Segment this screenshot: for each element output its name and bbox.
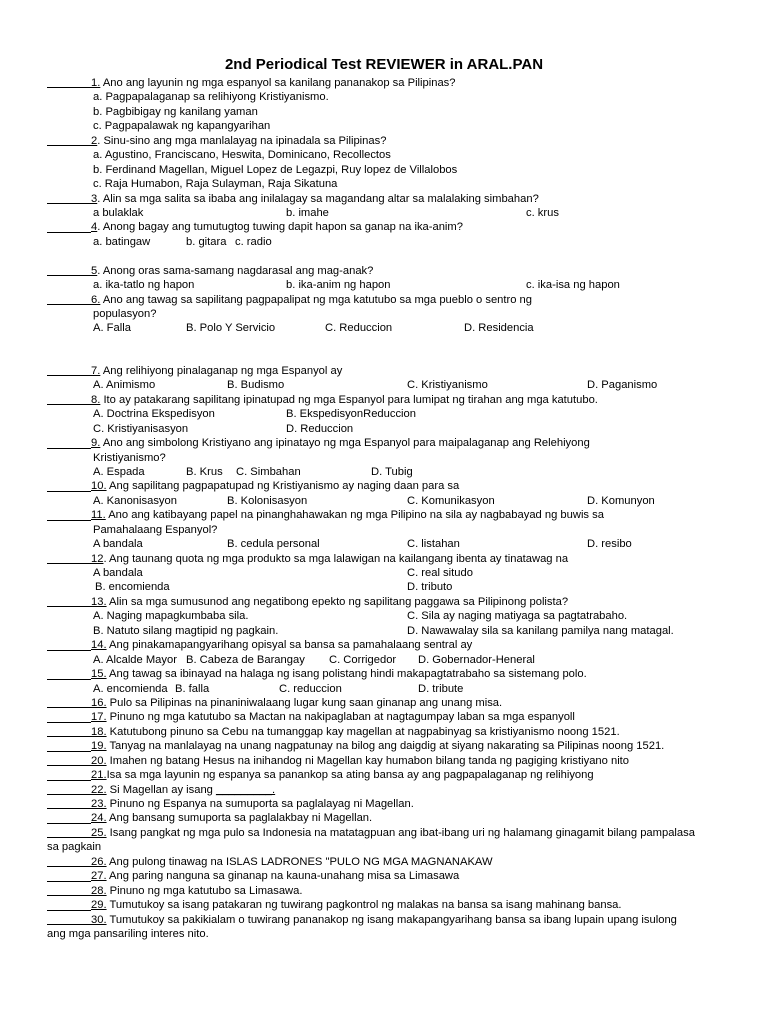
choice-b: b. Pagbibigay ng kanilang yaman (93, 105, 258, 118)
choice-b: b. imahe (286, 206, 329, 219)
answer-blank[interactable] (47, 913, 91, 925)
choice-c: C. Reduccion (325, 322, 393, 335)
question-21 (47, 768, 737, 782)
question-25 (47, 826, 737, 840)
spacer (47, 336, 737, 364)
question-number: 5 (91, 264, 98, 277)
answer-blank[interactable] (47, 783, 91, 795)
choice-c: C. Komunikasyon (407, 494, 495, 507)
question-1 (47, 76, 737, 90)
question-number: 25. (91, 826, 107, 839)
question-text: Imahen ng batang Hesus na inihandog ni Magellan kay humabon bilang tanda ng pagiging kristiyano nito (106, 754, 630, 767)
choice-a: A. Animismo (93, 379, 156, 392)
choice-c: C. reduccion (279, 682, 342, 695)
question-number: 6. (91, 293, 101, 306)
question-number: 8. (91, 393, 101, 406)
choice-a: a. batingaw (93, 235, 151, 248)
choice-b: b. gitara (186, 235, 227, 248)
question-10 (47, 479, 737, 493)
answer-blank[interactable] (47, 668, 91, 680)
question-18 (47, 725, 737, 739)
question-number: 30. (91, 913, 107, 926)
question-number: 19. (91, 740, 107, 753)
choice-b: B. Polo Y Servicio (186, 322, 276, 335)
choice-c: C. real situdo (407, 567, 473, 579)
answer-blank[interactable] (47, 393, 91, 405)
answer-blank[interactable] (47, 899, 91, 911)
choice-b: b. Ferdinand Magellan, Miguel Lopez de Legazpi, Ruy lopez de Villalobos (93, 163, 458, 176)
question-text: . Anong bagay ang tumutugtog tuwing dapit hapon sa ganap na ika-anim? (97, 221, 463, 234)
choice-c: C. Simbahan (236, 465, 301, 478)
choices-row (47, 278, 737, 292)
question-30 (47, 913, 737, 927)
choice-b: B. cedula personal (227, 538, 320, 551)
question-text: Ang bansang sumuporta sa paglalakbay ni Magellan. (106, 812, 373, 825)
choice-a: A. Alcalde Mayor (93, 653, 177, 666)
question-text: Isang pangkat ng mga pulo sa Indonesia na matatagpuan ang ibat-ibang uri ng halamang ginagamit bilang pampalasa (106, 826, 695, 839)
question-text: Ang paring nanguna sa ginanap na kauna-unahang misa sa Limasawa (106, 870, 460, 883)
question-text: Isa sa mga layunin ng espanya sa panankop sa ating bansa ay ang pagpapalaganap ng relihiyong (106, 769, 594, 782)
choices-row (47, 235, 737, 249)
choice-a: A. Kanonisasyon (93, 494, 177, 507)
question-number: 14. (91, 639, 107, 652)
choice-c: C. Kristiyanismo (407, 379, 488, 392)
choice-d: D. tributo (407, 581, 453, 594)
choices-row (47, 682, 737, 696)
question-text: Tumutukoy sa isang patakaran ng tuwirang pagkontrol ng malakas na bansa sa isang mahinang bansa. (106, 899, 622, 912)
question-23 (47, 797, 737, 811)
question-2 (47, 134, 737, 148)
choice-d: D. resibo (587, 538, 632, 551)
choices-row (47, 494, 737, 508)
question-number: 27. (91, 870, 107, 883)
question-22 (47, 783, 737, 797)
question-6 (47, 293, 737, 307)
question-text: . Ang taunang quota ng mga produkto sa mga lalawigan na kailangang ibenta ay tinatawag na (103, 552, 569, 565)
question-number: 21. (91, 769, 107, 782)
choices-row (47, 537, 737, 551)
question-text: Tumutukoy sa pakikialam o tuwirang pananakop ng isang makapangyarihang bansa sa ibang lupain upang isulong (106, 913, 677, 926)
choice-a: a. Pagpapalaganap sa relihiyong Kristiyanismo. (93, 91, 329, 104)
choice-d: D. Paganismo (587, 379, 658, 392)
question-29 (47, 898, 737, 912)
choices-row (47, 566, 737, 580)
choice-a: A bandala (93, 538, 143, 551)
answer-blank[interactable] (47, 552, 91, 564)
answer-blank[interactable] (47, 826, 91, 838)
choice-b: B. falla (175, 682, 210, 695)
answer-blank[interactable] (47, 437, 91, 449)
question-number: 12 (91, 552, 104, 565)
answer-blank[interactable] (47, 134, 91, 146)
choice-a: A bandala (93, 567, 143, 579)
choices-row (47, 422, 737, 436)
question-text: Tanyag na manlalayag na unang nagpatunay na bilog ang daigdig at siyang nakarating sa Pilipinas noong 1521. (106, 740, 665, 753)
answer-blank[interactable] (47, 855, 91, 867)
choice-c: c. radio (235, 235, 272, 248)
choice-a: A. Doctrina Ekspedisyon (93, 408, 215, 421)
answer-blank[interactable] (47, 797, 91, 809)
choice-b: b. ika-anim ng hapon (286, 279, 391, 292)
page-title: 2nd Periodical Test REVIEWER in ARAL.PAN (224, 56, 544, 73)
question-text: Ang pinakamapangyarihang opisyal sa bansa sa pamahalaang sentral ay (106, 639, 473, 652)
choices-row (47, 321, 737, 335)
question-number: 16. (91, 696, 107, 709)
answer-blank[interactable] (47, 870, 91, 882)
choice-b: B. Natuto silang magtipid ng pagkain. (93, 624, 279, 637)
answer-blank[interactable] (47, 769, 91, 781)
question-14 (47, 638, 737, 652)
question-number: 11. (91, 509, 106, 522)
question-text: Ano ang tawag sa sapilitang pagpapalipat ng mga katutubo sa mga pueblo o sentro ng (100, 293, 532, 306)
question-text: Ang tawag sa ibinayad na halaga ng isang polistang hindi makapagtatrabaho sa sistemang polo. (106, 668, 587, 681)
question-number: 9. (91, 437, 101, 450)
choice-b: B. Kolonisasyon (227, 494, 308, 507)
answer-blank[interactable] (47, 812, 91, 824)
choice-c: c. Raja Humabon, Raja Sulayman, Raja Sikatuna (93, 178, 338, 191)
question-20 (47, 754, 737, 768)
choice-d: D. Reduccion (286, 422, 354, 435)
question-28 (47, 884, 737, 898)
answer-blank[interactable] (47, 221, 91, 233)
question-text: Ano ang katibayang papel na pinanghahawakan ng mga Pilipino na sila ay nagbabayad ng buwis sa (105, 509, 604, 522)
choices-row (47, 580, 737, 594)
choice-c: c. Pagpapalawak ng kapangyarihan (93, 120, 271, 133)
question-number: 29. (91, 899, 107, 912)
question-number: 2 (91, 134, 98, 147)
answer-blank[interactable] (47, 884, 91, 896)
choice-a: a. ika-tatlo ng hapon (93, 279, 195, 292)
choices-row (47, 609, 737, 623)
choice-a: A. encomienda (93, 682, 168, 695)
question-text: Ang relihiyong pinalaganap ng mga Espanyol ay (100, 364, 343, 377)
choice-a: A. Espada (93, 465, 145, 478)
question-number: 18. (91, 725, 107, 738)
question-text: Ito ay patakarang sapilitang ipinatupad ng mga Espanyol para lumipat ng tirahan ang mga katutubo. (100, 393, 598, 406)
question-number: 4 (91, 221, 98, 234)
choice-c: C. listahan (407, 538, 460, 551)
choice-b: B. EkspedisyonReduccion (286, 408, 416, 421)
choice-d: D. Komunyon (587, 494, 655, 507)
choice-d: D. Tubig (371, 465, 413, 478)
choice-d: D. Residencia (464, 322, 534, 335)
spacer (47, 249, 737, 263)
question-text: Ang pulong tinawag na ISLAS LADRONES "PULO NG MGA MAGNANAKAW (106, 855, 493, 868)
choice-d: D. Nawawalay sila sa kanilang pamilya nang matagal. (407, 624, 674, 637)
answer-blank[interactable] (47, 76, 91, 88)
choice-d: D. tribute (418, 682, 464, 695)
question-number: 26. (91, 855, 107, 868)
question-4 (47, 220, 737, 234)
choice-a: A. Naging mapagkumbaba sila. (93, 610, 249, 623)
answer-blank[interactable] (47, 509, 91, 521)
question-text: Pinuno ng Espanya na sumuporta sa paglalayag ni Magellan. (106, 798, 414, 810)
answer-blank[interactable] (47, 639, 91, 651)
question-list (47, 76, 737, 941)
question-12 (47, 552, 737, 566)
choice-c: c. ika-isa ng hapon (526, 279, 620, 292)
question-text: Ang sapilitang pagpapatupad ng Kristiyanismo ay naging daan para sa (106, 480, 460, 493)
question-19 (47, 739, 737, 753)
answer-blank[interactable] (47, 725, 91, 737)
question-text: Pinuno ng mga katutubo sa Mactan na nakipaglaban at nagtagumpay laban sa mga espanyoll (106, 711, 575, 724)
answer-blank[interactable] (47, 480, 91, 492)
question-number: 20. (91, 754, 107, 767)
question-9 (47, 436, 737, 450)
choice-a: A. Falla (93, 322, 131, 335)
choice-b: B. Cabeza de Barangay (186, 653, 305, 666)
question-24 (47, 811, 737, 825)
choices-row (47, 407, 737, 421)
choices-row (47, 465, 737, 479)
question-16 (47, 696, 737, 710)
question-text-cont: ang mga pansariling interes nito. (47, 927, 209, 940)
question-text: Pulo sa Pilipinas na pinaniniwalaang lugar kung saan ginanap ang unang misa. (106, 696, 503, 709)
answer-blank[interactable] (47, 364, 91, 376)
choice-a: a. Agustino, Franciscano, Heswita, Dominicano, Recollectos (93, 149, 391, 162)
question-text-cont: populasyon? (93, 308, 157, 320)
question-8 (47, 393, 737, 407)
answer-blank[interactable] (47, 192, 91, 204)
choices-row (47, 624, 737, 638)
question-number: 1. (91, 77, 101, 89)
question-text: . Sinu-sino ang mga manlalayag na ipinadala sa Pilipinas? (97, 134, 387, 147)
question-number: 10. (91, 480, 107, 493)
choice-b: B. encomienda (95, 581, 170, 594)
choice-c: C. Corrigedor (329, 653, 397, 666)
question-text: Ano ang layunin ng mga espanyol sa kanilang pananakop sa Pilipinas? (100, 77, 456, 89)
question-text: Pinuno ng mga katutubo sa Limasawa. (106, 884, 303, 897)
question-text-cont: Kristiyanismo? (93, 451, 166, 464)
choice-c: C. Kristiyanisasyon (93, 422, 189, 435)
question-text: Katutubong pinuno sa Cebu na tumanggap kay magellan at nagpabinyag sa kristiyanismo noong 1521. (106, 725, 620, 738)
question-11 (47, 508, 737, 522)
question-17 (47, 710, 737, 724)
question-number: 23. (91, 798, 107, 810)
question-3 (47, 192, 737, 206)
choice-c: C. Sila ay naging matiyaga sa pagtatrabaho. (407, 610, 628, 623)
choice-b: B. Budismo (227, 379, 285, 392)
question-text: . Alin sa mga salita sa ibaba ang inilalagay sa magandang altar sa malalaking simbahan? (97, 192, 539, 205)
choices-row (47, 378, 737, 392)
choice-b: B. Krus (186, 465, 223, 478)
choice-a: a bulaklak (93, 206, 144, 219)
question-5 (47, 264, 737, 278)
answer-blank[interactable] (47, 595, 91, 607)
choice-d: D. Gobernador-Heneral (418, 653, 535, 666)
question-number: 28. (91, 884, 107, 897)
question-13 (47, 595, 737, 609)
answer-blank[interactable] (47, 740, 91, 752)
question-number: 3 (91, 192, 98, 205)
answer-blank[interactable] (47, 754, 91, 766)
choices-row (47, 206, 737, 220)
choice-c: c. krus (526, 206, 559, 219)
answer-blank[interactable] (47, 711, 91, 723)
question-26 (47, 855, 737, 869)
question-text: Si Magellan ay isang (106, 783, 217, 796)
question-text: . Anong oras sama-samang nagdarasal ang mag-anak? (97, 264, 374, 277)
choices-row (47, 653, 737, 667)
question-text: Alin sa mga sumusunod ang negatibong epekto ng sapilitang paggawa sa Pilipinong polista? (106, 595, 569, 608)
question-number: 15. (91, 668, 107, 681)
question-number: 13. (91, 595, 107, 608)
question-15 (47, 667, 737, 681)
question-text: Ano ang simbolong Kristiyano ang ipinatayo ng mga Espanyol para maipalaganap ang Relehiyong (100, 437, 590, 450)
answer-blank[interactable] (47, 264, 91, 276)
fill-blank[interactable]: _________. (216, 783, 276, 796)
question-text-cont: Pamahalaang Espanyol? (93, 523, 218, 536)
question-number: 22. (91, 783, 107, 796)
answer-blank[interactable] (47, 696, 91, 708)
question-number: 17. (91, 711, 107, 724)
answer-blank[interactable] (47, 293, 91, 305)
question-27 (47, 869, 737, 883)
question-text-cont: sa pagkain (47, 841, 102, 854)
question-number: 24. (91, 812, 107, 825)
question-7 (47, 364, 737, 378)
question-number: 7. (91, 364, 101, 377)
